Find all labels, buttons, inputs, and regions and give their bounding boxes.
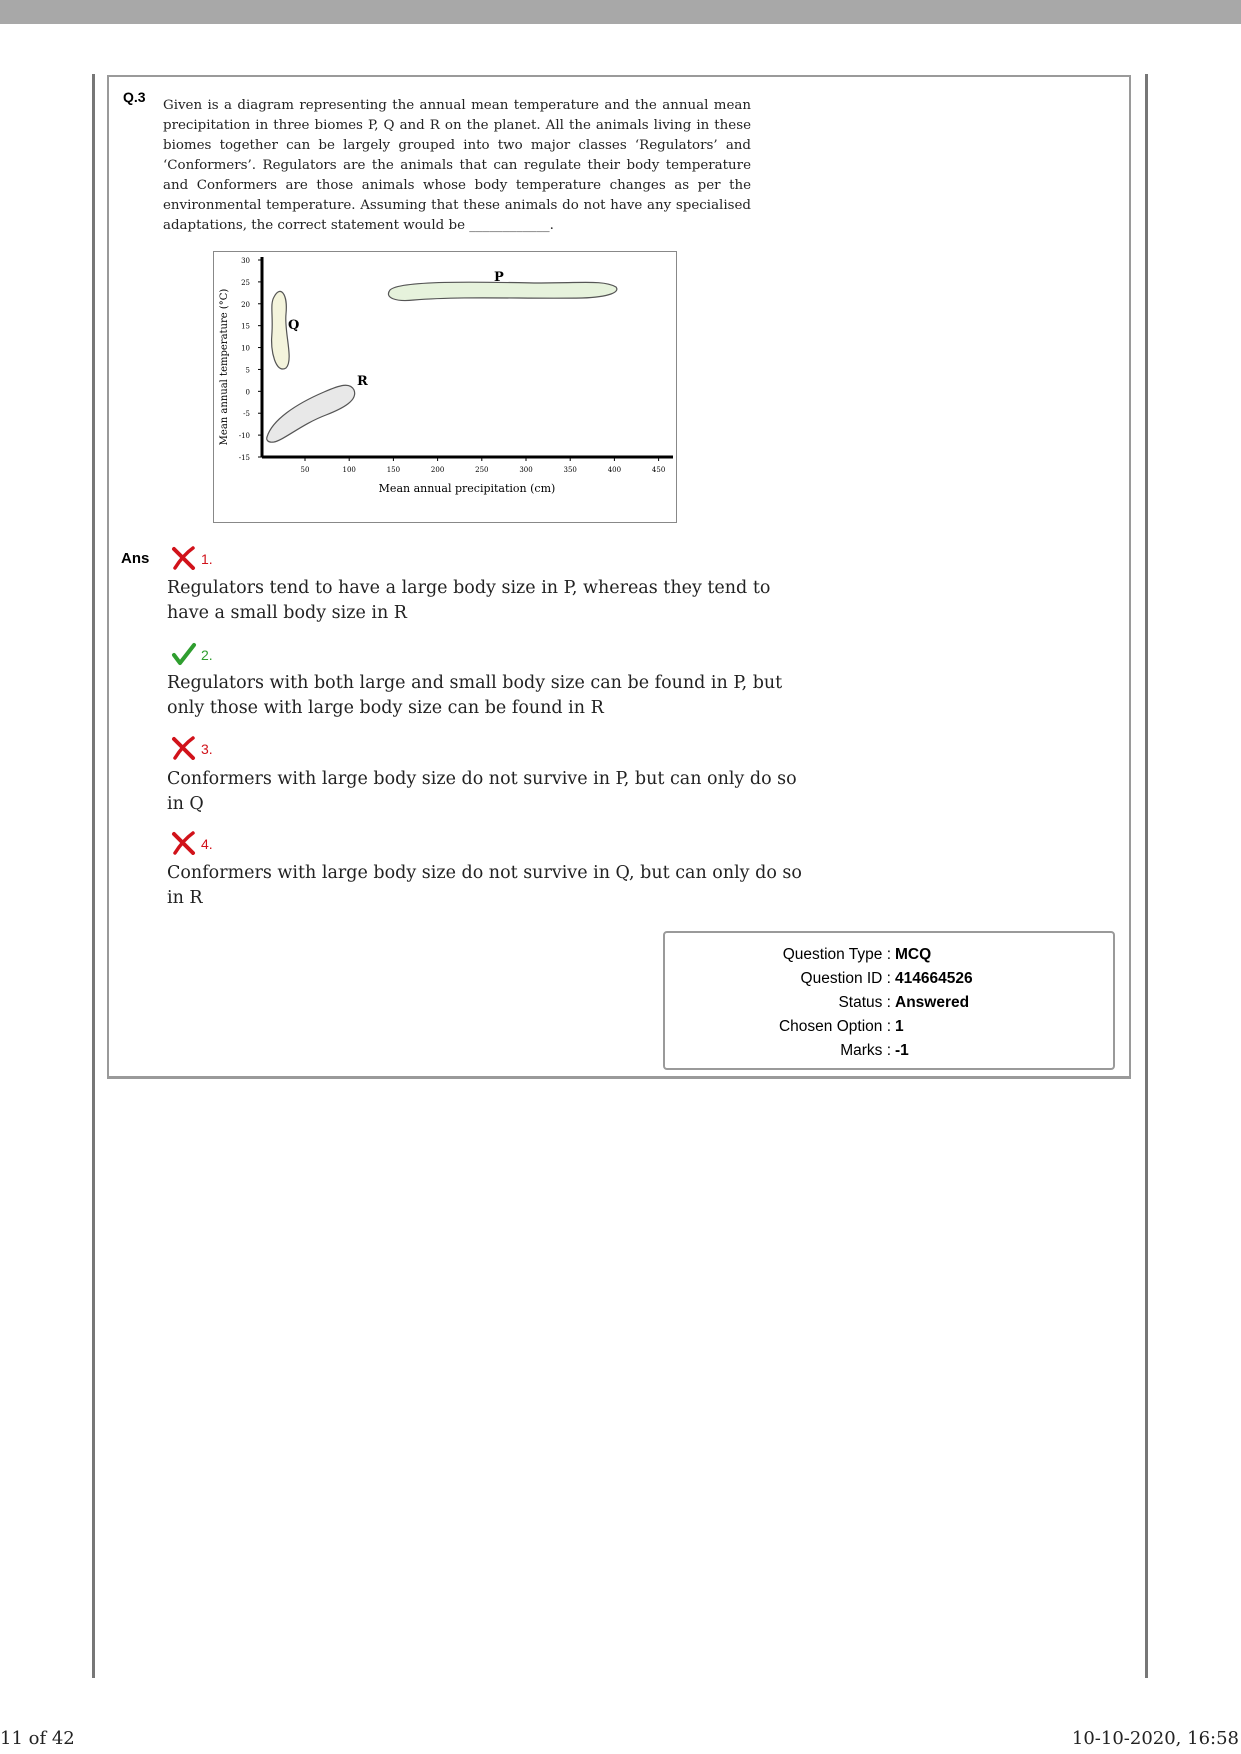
check-icon [171, 642, 197, 669]
x-tick-label: 400 [607, 466, 622, 474]
y-ticks [239, 257, 262, 462]
option-4-number: 4. [201, 836, 213, 852]
option-3-number: 3. [201, 741, 213, 757]
y-tick-label: 20 [241, 300, 250, 309]
y-axis-label: Mean annual temperature (°C) [219, 288, 230, 446]
option-4-header [171, 832, 213, 856]
question-number: Q.3 [123, 89, 146, 105]
question-text: Given is a diagram representing the annual mean temperature and the annual mean precipitation in three biomes P, Q and R on the planet. All the animals living in these biomes together can be largely grouped into two major classes ‘Regulators’ and ‘Conformers’. Regulators are the animals that can regulate their body temperature and Conformers are those animals whose body temperature changes as per the environmental temperature. Assuming that these animals do not have any specialised adaptations, the correct statement would be ____________. [163, 98, 751, 233]
info-value: -1 [895, 1042, 909, 1059]
x-tick-label: 250 [475, 466, 489, 474]
option-3-header [171, 737, 213, 761]
info-row-question-id [665, 967, 1117, 991]
info-value: Answered [895, 994, 970, 1011]
info-row-question-type [665, 943, 1117, 967]
biome-r-label: R [357, 374, 368, 389]
biome-diagram [213, 251, 677, 523]
y-tick-label: 5 [245, 366, 250, 375]
option-2-header [171, 643, 213, 667]
x-tick-label: 200 [430, 466, 445, 474]
option-4-text: Conformers with large body size do not survive in Q, but can only do so in R [167, 863, 802, 908]
info-row-chosen-option [665, 1015, 1117, 1039]
y-tick-label: 15 [241, 322, 250, 331]
option-1-text: Regulators tend to have a large body size in P, whereas they tend to have a small body size in R [167, 578, 771, 623]
y-tick-label: 30 [241, 257, 250, 265]
option-3-text: Conformers with large body size do not survive in P, but can only do so in Q [167, 769, 797, 814]
x-tick-label: 100 [342, 466, 356, 474]
info-label: Status : [838, 994, 891, 1011]
info-label: Chosen Option : [778, 1018, 891, 1035]
top-bar [0, 0, 1241, 24]
option-1-header [171, 547, 213, 571]
print-timestamp: 10-10-2020, 16:58 [1071, 1728, 1239, 1749]
x-tick-label: 450 [651, 466, 666, 474]
question-info-box [663, 931, 1115, 1070]
option-2-text: Regulators with both large and small body size can be found in P, but only those with large body size can be found in R [167, 673, 783, 718]
biome-q-region [272, 291, 290, 369]
info-value: MCQ [895, 946, 932, 963]
y-tick-label: -10 [238, 432, 250, 441]
x-tick-label: 300 [519, 466, 533, 474]
x-tick-label: 50 [300, 466, 310, 474]
info-label: Question ID : [800, 970, 891, 987]
y-tick-label: 10 [241, 344, 250, 353]
biome-q-label: Q [288, 318, 300, 333]
info-value: 1 [895, 1018, 904, 1035]
info-row-marks [665, 1039, 1117, 1063]
info-row-status [665, 991, 1117, 1015]
cross-icon [171, 736, 197, 763]
page-right-rule [1145, 74, 1148, 1678]
option-2-number: 2. [201, 647, 213, 663]
cross-icon [171, 831, 197, 858]
page-counter: 11 of 42 [0, 1728, 75, 1749]
y-tick-label: -15 [238, 454, 250, 462]
y-tick-label: 25 [241, 278, 250, 287]
x-tick-label: 150 [386, 466, 401, 474]
info-label: Question Type : [782, 946, 891, 963]
biome-p-label: P [494, 270, 504, 285]
info-label: Marks : [840, 1042, 891, 1059]
cross-icon [171, 546, 197, 573]
info-value: 414664526 [895, 970, 973, 987]
y-tick-label: 0 [245, 388, 250, 397]
page-left-rule [92, 74, 95, 1678]
x-axis-label: Mean annual precipitation (cm) [378, 482, 556, 495]
biome-diagram-svg [214, 252, 676, 522]
x-ticks [301, 457, 666, 474]
biome-r-region [267, 385, 355, 442]
question-panel [107, 75, 1131, 1079]
option-1-number: 1. [201, 551, 213, 567]
y-tick-label: -5 [243, 410, 250, 419]
x-tick-label: 350 [563, 466, 577, 474]
answer-label: Ans [121, 550, 150, 567]
